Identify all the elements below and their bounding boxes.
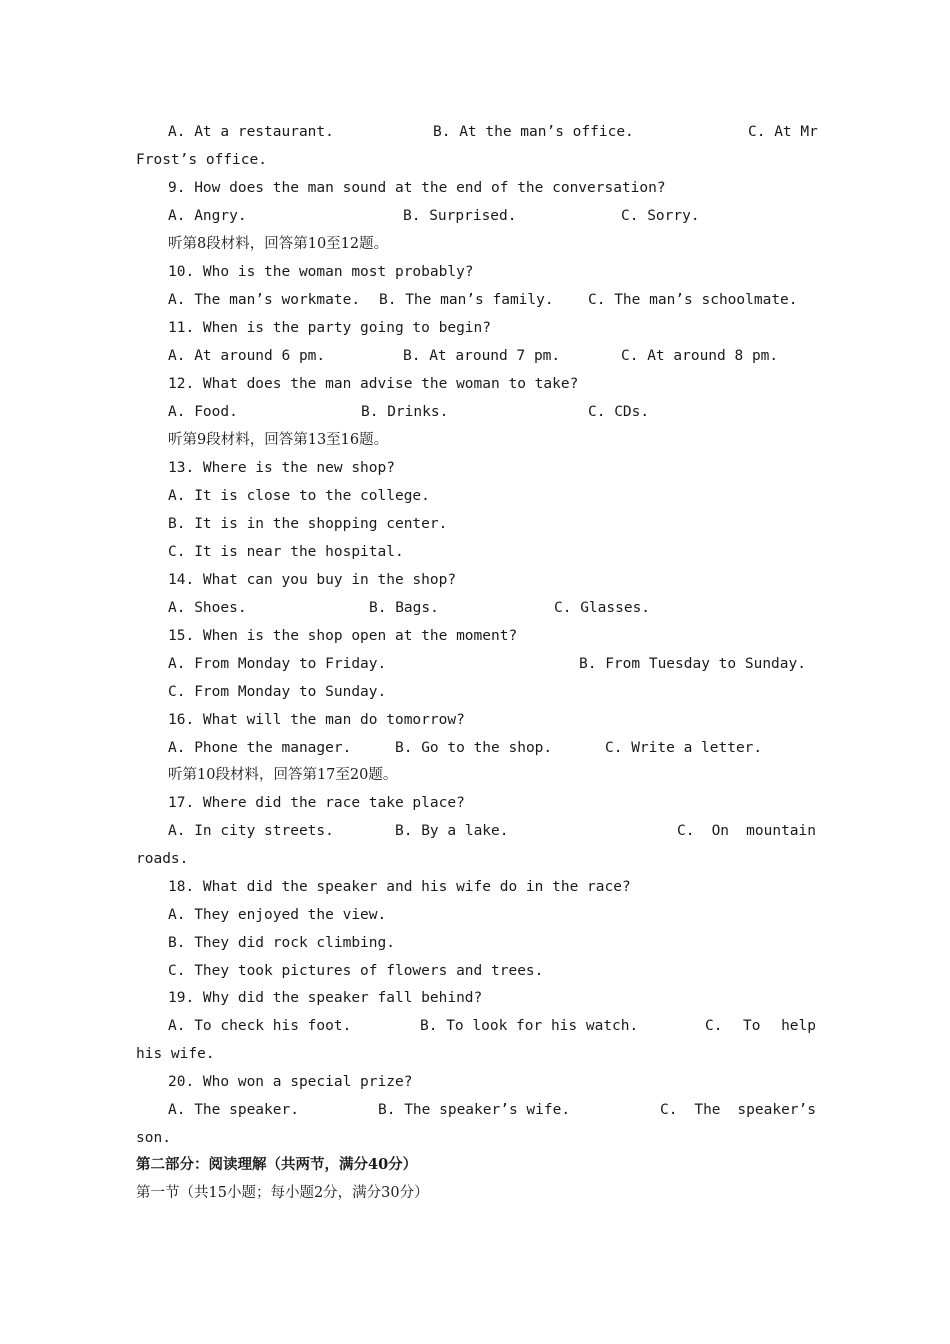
q18-option-b: B. They did rock climbing.: [168, 935, 395, 951]
q16-question: 16. What will the man do tomorrow?: [168, 712, 465, 728]
q10-option-c: C. The man’s schoolmate.: [588, 292, 798, 308]
q17-option-b: B. By a lake.: [395, 823, 509, 839]
q17-options: [168, 821, 816, 841]
q17-option-c-continued: roads.: [136, 851, 189, 867]
q11-options: [168, 346, 816, 366]
part2-title: 第二部分：阅读理解（共两节，满分40分）: [136, 1156, 418, 1173]
q18-option-c: C. They took pictures of flowers and trees.: [168, 963, 544, 979]
section9-header: 听第9段材料，回答第13至16题。: [168, 432, 389, 448]
q8-option-b: B. At the man’s office.: [433, 124, 634, 140]
q14-question: 14. What can you buy in the shop?: [168, 572, 457, 588]
q12-option-a: A. Food.: [168, 404, 238, 420]
q19-option-c-continued: his wife.: [136, 1046, 215, 1062]
q19-options: [168, 1016, 816, 1036]
q18-question: 18. What did the speaker and his wife do in the race?: [168, 879, 631, 895]
q18-option-a: A. They enjoyed the view.: [168, 907, 387, 923]
q20-option-b: B. The speaker’s wife.: [378, 1102, 571, 1118]
q10-question: 10. Who is the woman most probably?: [168, 264, 474, 280]
q20-option-a: A. The speaker.: [168, 1102, 299, 1118]
q12-question: 12. What does the man advise the woman to take?: [168, 376, 579, 392]
q10-option-b: B. The man’s family.: [379, 292, 554, 308]
q12-option-b: B. Drinks.: [361, 404, 449, 420]
part2-section1-title: 第一节（共15小题；每小题2分，满分30分）: [136, 1185, 429, 1201]
q11-option-b: B. At around 7 pm.: [403, 348, 561, 364]
q12-options: [168, 402, 816, 422]
q15-question: 15. When is the shop open at the moment?: [168, 628, 518, 644]
q9-question: 9. How does the man sound at the end of the conversation?: [168, 180, 666, 196]
q15-option-c: C. From Monday to Sunday.: [168, 684, 387, 700]
q9-option-c: C. Sorry.: [621, 208, 700, 224]
q13-option-b: B. It is in the shopping center.: [168, 516, 448, 532]
q11-option-c: C. At around 8 pm.: [621, 348, 779, 364]
q14-option-b: B. Bags.: [369, 600, 439, 616]
q14-options: [168, 598, 816, 618]
q15-option-b: B. From Tuesday to Sunday.: [579, 656, 806, 672]
q9-option-b: B. Surprised.: [403, 208, 517, 224]
section8-header: 听第8段材料，回答第10至12题。: [168, 236, 389, 252]
q14-option-a: A. Shoes.: [168, 600, 247, 616]
q8-options: [168, 122, 816, 142]
q20-question: 20. Who won a special prize?: [168, 1074, 413, 1090]
q15-options: [168, 654, 816, 674]
q15-option-a: A. From Monday to Friday.: [168, 656, 387, 672]
q8-option-c-continued: Frost’s office.: [136, 152, 267, 168]
q20-option-c-continued: son.: [136, 1130, 171, 1146]
q10-option-a: A. The man’s workmate.: [168, 292, 361, 308]
q17-option-c: C. On mountain: [677, 823, 816, 839]
q19-option-b: B. To look for his watch.: [420, 1018, 639, 1034]
q19-option-c: C. To help: [705, 1018, 816, 1034]
q20-options: [168, 1100, 816, 1120]
q8-option-c: C. At Mr: [748, 124, 818, 140]
q14-option-c: C. Glasses.: [554, 600, 651, 616]
q16-option-c: C. Write a letter.: [605, 740, 763, 756]
q19-option-a: A. To check his foot.: [168, 1018, 352, 1034]
q16-option-a: A. Phone the manager.: [168, 740, 352, 756]
q9-option-a: A. Angry.: [168, 208, 247, 224]
q13-question: 13. Where is the new shop?: [168, 460, 395, 476]
q20-option-c: C. The speaker’s: [660, 1102, 816, 1118]
q10-options: [168, 290, 816, 310]
q13-option-a: A. It is close to the college.: [168, 488, 430, 504]
section10-header: 听第10段材料，回答第17至20题。: [168, 767, 398, 783]
q13-option-c: C. It is near the hospital.: [168, 544, 404, 560]
q12-option-c: C. CDs.: [588, 404, 650, 420]
q17-question: 17. Where did the race take place?: [168, 795, 465, 811]
q8-option-a: A. At a restaurant.: [168, 124, 334, 140]
q11-question: 11. When is the party going to begin?: [168, 320, 492, 336]
q16-options: [168, 738, 816, 758]
q11-option-a: A. At around 6 pm.: [168, 348, 326, 364]
q17-option-a: A. In city streets.: [168, 823, 334, 839]
q19-question: 19. Why did the speaker fall behind?: [168, 990, 483, 1006]
q9-options: [168, 206, 816, 226]
q16-option-b: B. Go to the shop.: [395, 740, 553, 756]
